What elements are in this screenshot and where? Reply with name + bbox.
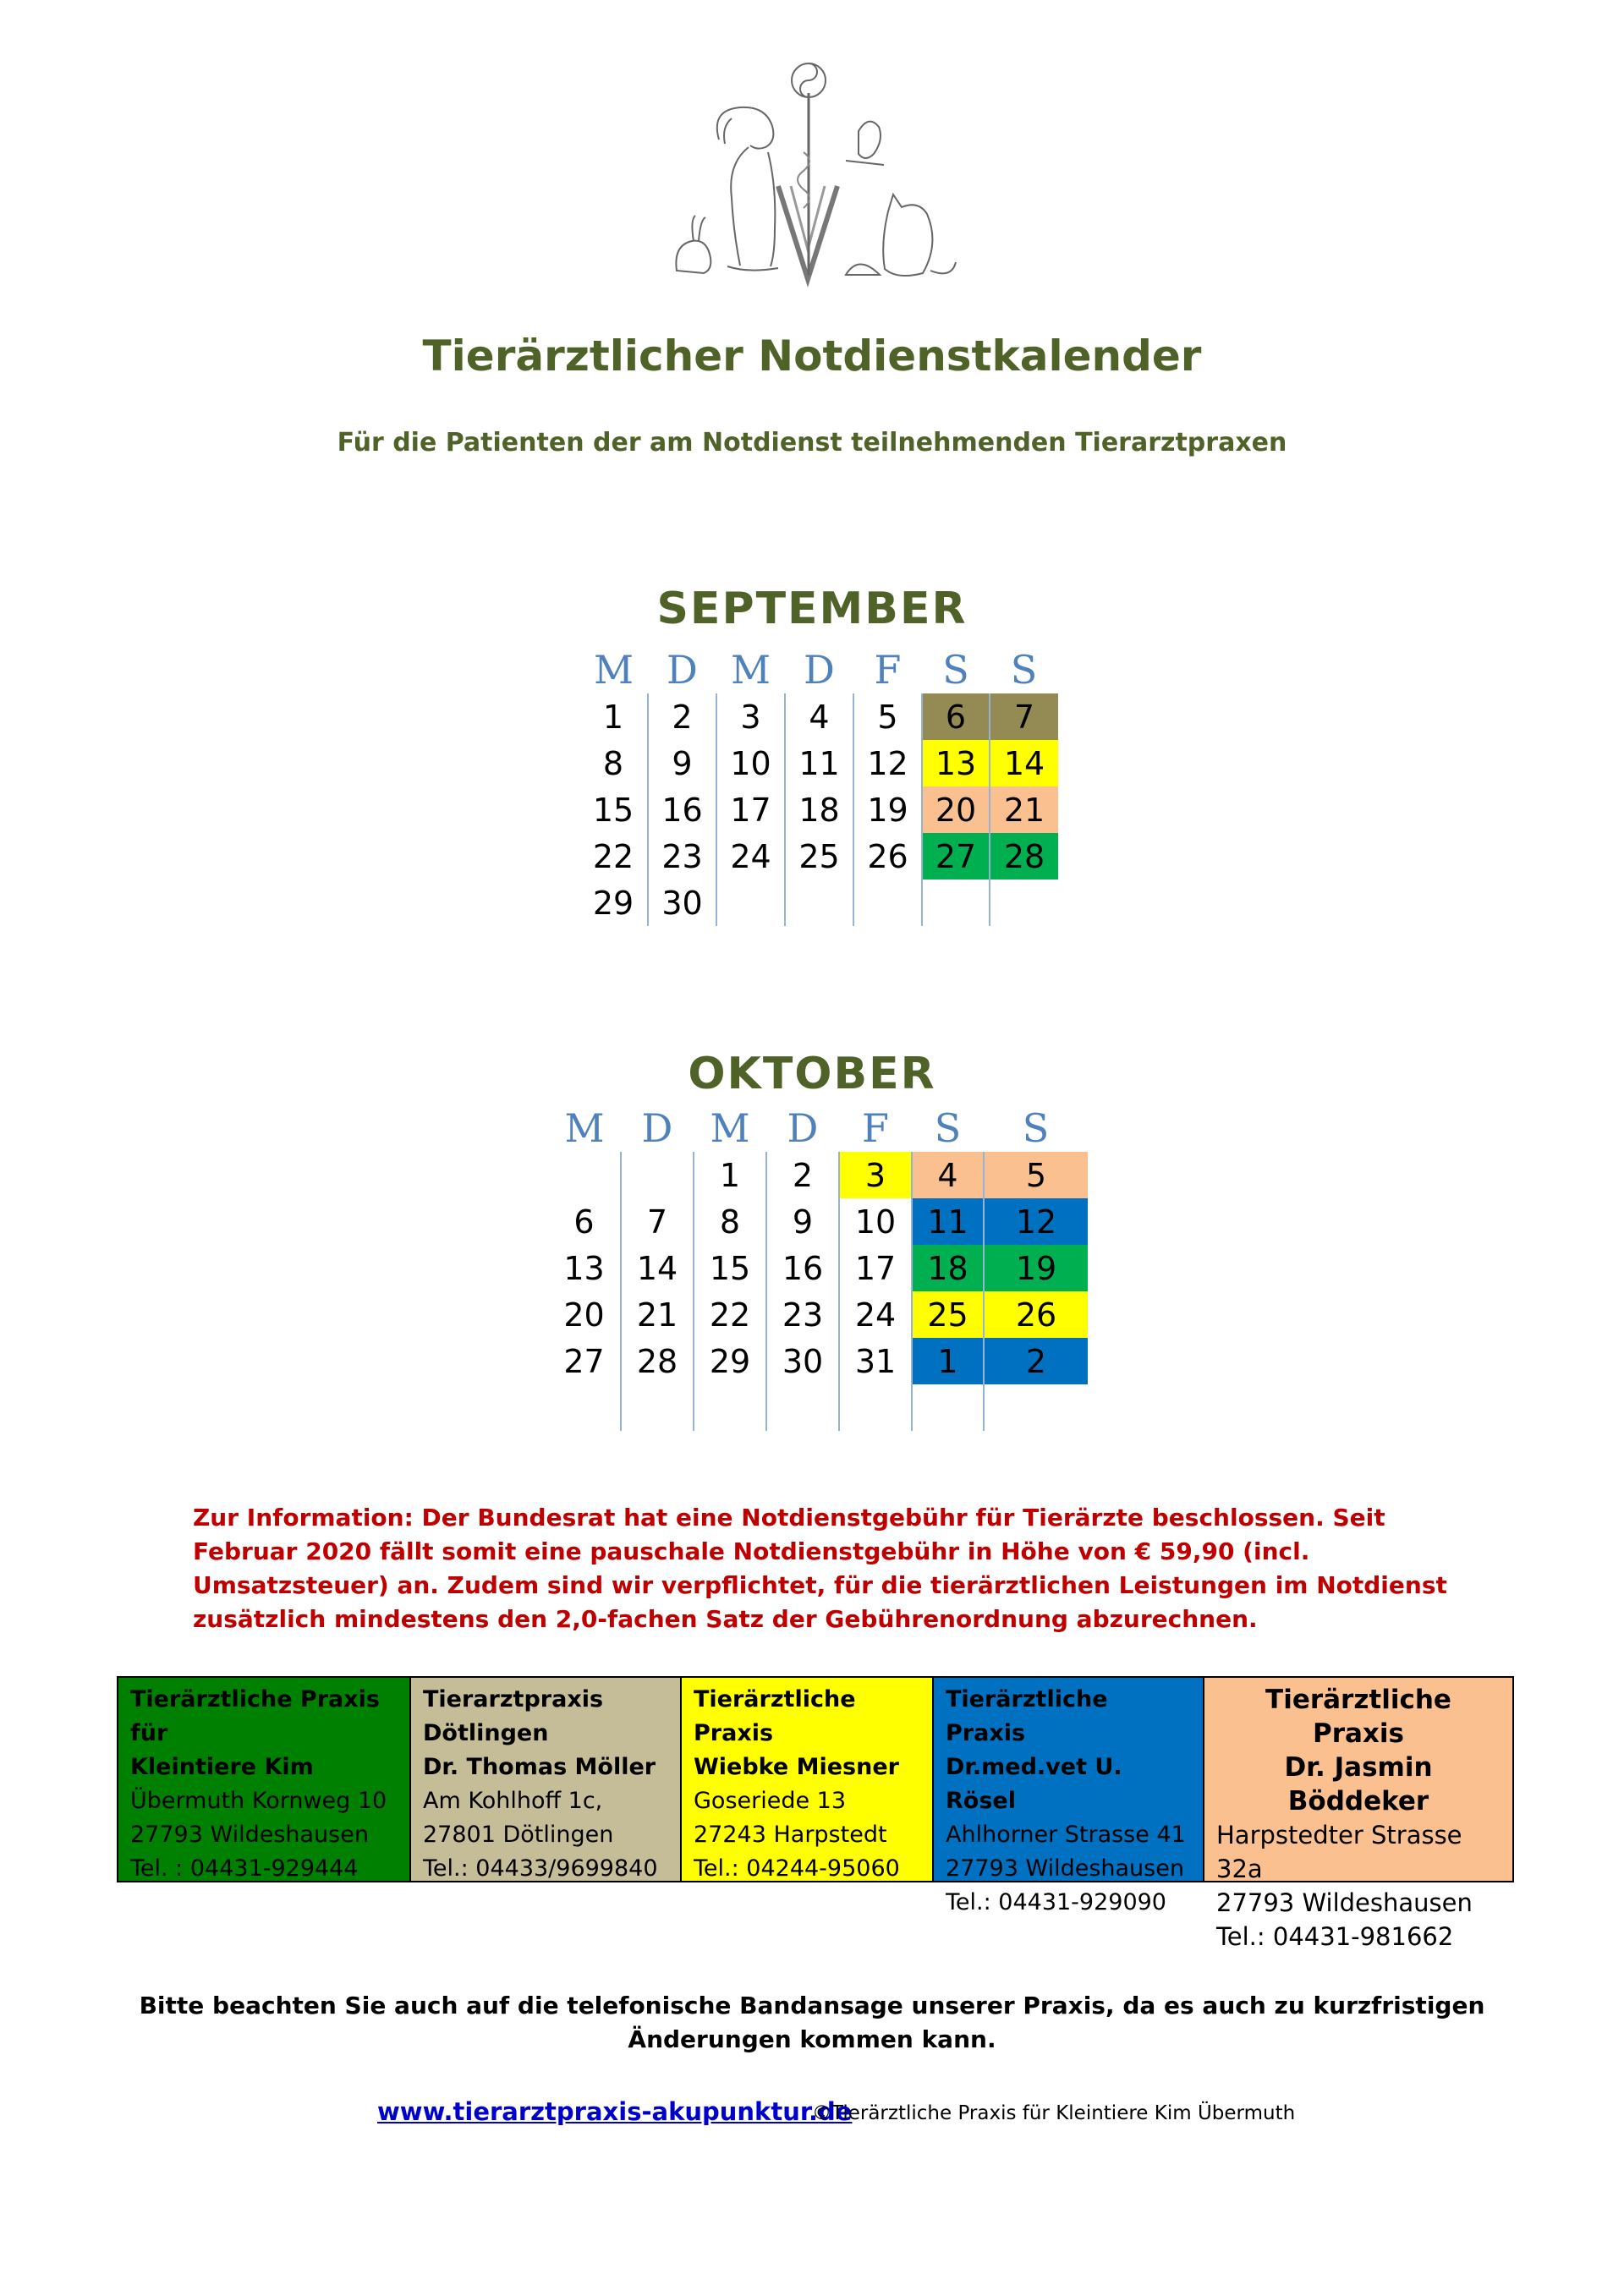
emergency-day-cell: 2: [984, 1338, 1088, 1384]
day-cell: 10: [839, 1198, 912, 1245]
emergency-day-cell: 6: [922, 693, 990, 740]
practice-card-boeddeker: [1203, 1678, 1512, 1951]
month-title-september: SEPTEMBER: [656, 584, 968, 634]
day-cell: 12: [853, 740, 922, 786]
calendar-week-row: [548, 1291, 1088, 1338]
practice-phone: Tel.: 04244-95060: [694, 1855, 900, 1882]
announcement-note: [0, 1989, 1624, 2057]
day-cell: 9: [648, 740, 716, 786]
emergency-day-cell: 4: [912, 1152, 984, 1198]
day-cell: 22: [592, 837, 634, 875]
day-cell: [839, 1384, 912, 1431]
practice-name-line2: Dr.med.vet U. Rösel: [946, 1754, 1122, 1814]
weekday-label: M: [564, 1105, 605, 1151]
emergency-day-cell: 5: [984, 1152, 1088, 1198]
emergency-day-cell: 27: [922, 833, 990, 879]
practice-doctor: Dr. Thomas Möller: [423, 1754, 656, 1780]
emergency-day-cell: 1: [912, 1338, 984, 1384]
emergency-day-cell: 12: [984, 1198, 1088, 1245]
practice-card-kim-uebermuth: [118, 1678, 409, 1881]
practice-name-line2: Dr. Jasmin Böddeker: [1284, 1752, 1433, 1817]
weekday-label: F: [874, 647, 902, 693]
day-cell: 16: [648, 786, 716, 833]
practice-name-line2: Dötlingen: [423, 1720, 549, 1746]
day-cell: 3: [716, 693, 785, 740]
practice-phone: Tel. : 04431-929444: [130, 1855, 359, 1882]
practice-address-street: Goseriede 13: [694, 1788, 847, 1814]
day-cell: 25: [785, 833, 853, 879]
day-cell: 14: [621, 1245, 694, 1291]
day-cell: 24: [839, 1291, 912, 1338]
practice-address-street: Am Kohlhoff 1c,: [423, 1788, 603, 1814]
practice-card-miesner: [680, 1678, 932, 1881]
practice-phone: Tel.: 04431-929090: [946, 1889, 1166, 1915]
practice-card-doetlingen: [409, 1678, 680, 1881]
emergency-day-cell: 7: [990, 693, 1058, 740]
weekday-label: F: [862, 1105, 889, 1151]
weekday-header-row: [579, 646, 1058, 693]
day-cell: 20: [563, 1296, 605, 1334]
day-cell: [853, 879, 922, 926]
practice-name-line1: Tierarztpraxis: [423, 1686, 604, 1712]
weekday-label: M: [710, 1105, 750, 1151]
day-cell: 21: [621, 1291, 694, 1338]
weekday-label: D: [641, 1105, 673, 1151]
website-link[interactable]: www.tierarztpraxis-akupunktur.de: [377, 2097, 853, 2126]
day-cell: [766, 1384, 839, 1431]
calendar-week-row: [548, 1384, 1088, 1431]
emergency-day-cell: 20: [922, 786, 990, 833]
calendar-september: [579, 646, 1058, 926]
day-cell: 9: [766, 1198, 839, 1245]
weekday-label: S: [1010, 647, 1038, 693]
calendar-week-row: [579, 879, 1058, 926]
emergency-day-cell: 28: [990, 833, 1058, 879]
weekday-label: D: [787, 1105, 819, 1151]
weekday-label: S: [942, 647, 969, 693]
emergency-day-cell: 13: [922, 740, 990, 786]
day-cell: 6: [573, 1203, 595, 1241]
day-cell: [694, 1384, 766, 1431]
emergency-day-cell: 25: [912, 1291, 984, 1338]
day-cell: 19: [853, 786, 922, 833]
day-cell: [785, 879, 853, 926]
month-title-oktober: OKTOBER: [688, 1049, 936, 1099]
day-cell: [990, 879, 1058, 926]
weekday-label: M: [730, 647, 771, 693]
calendar-week-row: [548, 1152, 1088, 1198]
practices-table: [117, 1676, 1514, 1951]
day-cell: 8: [602, 744, 624, 782]
note-line2: Änderungen kommen kann.: [628, 2025, 996, 2053]
day-cell: 2: [648, 693, 716, 740]
day-cell: 1: [694, 1152, 766, 1198]
calendar-week-row: [579, 833, 1058, 879]
practice-name-line2: Wiebke Miesner: [694, 1754, 899, 1780]
day-cell: 27: [563, 1342, 605, 1380]
day-cell: 23: [766, 1291, 839, 1338]
day-cell: 1: [602, 698, 624, 736]
page-subtitle: Für die Patienten der am Notdienst teilnehmenden Tierarztpraxen: [337, 428, 1287, 458]
weekday-label: D: [667, 647, 698, 693]
practice-address-street: Harpstedter Strasse 32a: [1216, 1821, 1462, 1883]
practice-phone: Tel.: 04431-981662: [1216, 1922, 1454, 1951]
day-cell: 16: [766, 1245, 839, 1291]
veterinary-logo: [668, 59, 973, 288]
emergency-day-cell: 14: [990, 740, 1058, 786]
day-cell: 2: [766, 1152, 839, 1198]
day-cell: [621, 1152, 694, 1198]
day-cell: 18: [785, 786, 853, 833]
day-cell: [912, 1384, 984, 1431]
day-cell: 31: [839, 1338, 912, 1384]
copyright-text: ©Tierärztliche Praxis für Kleintiere Kim Übermuth: [812, 2102, 1296, 2124]
weekday-label: M: [593, 647, 634, 693]
day-cell: [548, 1384, 621, 1431]
practice-name-line1: Tierärztliche Praxis für: [130, 1686, 380, 1746]
weekday-label: S: [934, 1105, 962, 1151]
practice-address-city: 27243 Harpstedt: [694, 1822, 887, 1848]
practice-phone: Tel.: 04433/9699840: [423, 1855, 658, 1882]
day-cell: 30: [766, 1338, 839, 1384]
calendar-week-row: [548, 1245, 1088, 1291]
day-cell: 29: [694, 1338, 766, 1384]
day-cell: 7: [621, 1198, 694, 1245]
day-cell: [984, 1384, 1088, 1431]
practice-address-city: 27793 Wildeshausen: [130, 1822, 369, 1848]
day-cell: 8: [694, 1198, 766, 1245]
emergency-day-cell: 21: [990, 786, 1058, 833]
emergency-day-cell: 18: [912, 1245, 984, 1291]
weekday-label: S: [1022, 1105, 1050, 1151]
practice-address-street: Übermuth Kornweg 10: [130, 1788, 387, 1814]
page-title: Tierärztlicher Notdienstkalender: [422, 332, 1202, 381]
weekday-header-row: [548, 1104, 1088, 1152]
emergency-day-cell: 11: [912, 1198, 984, 1245]
day-cell: 26: [853, 833, 922, 879]
day-cell: [548, 1152, 621, 1198]
day-cell: 29: [592, 884, 634, 922]
calendar-week-row: [548, 1338, 1088, 1384]
info-notice: Zur Information: Der Bundesrat hat eine Notdienstgebühr für Tierärzte beschlossen. Seit Februar 2020 fällt somit eine pauschale Notdienstgebühr in Höhe von € 59,90 (incl. Umsatzsteuer) an. Zudem sind wir verpflichtet, für die tierärztlichen Leistungen im Notdienst zusätzlich mindestens den 2,0-fachen Satz der Gebührenordnung abzurechnen.: [193, 1504, 1447, 1633]
practice-name-line1: Tierärztliche Praxis: [1265, 1685, 1451, 1749]
calendar-week-row: [579, 786, 1058, 833]
practice-name-line1: Tierärztliche Praxis: [946, 1686, 1108, 1746]
practice-address-city: 27793 Wildeshausen: [946, 1855, 1184, 1882]
day-cell: 30: [648, 879, 716, 926]
day-cell: [621, 1384, 694, 1431]
calendar-week-row: [579, 693, 1058, 740]
day-cell: 15: [694, 1245, 766, 1291]
practice-name-line2: Kleintiere Kim: [130, 1754, 314, 1780]
emergency-day-cell: 26: [984, 1291, 1088, 1338]
practice-address-street: Ahlhorner Strasse 41: [946, 1822, 1186, 1848]
practice-address-city: 27801 Dötlingen: [423, 1822, 614, 1848]
practice-name-line1: Tierärztliche Praxis: [694, 1686, 856, 1746]
emergency-day-cell: 19: [984, 1245, 1088, 1291]
day-cell: 28: [621, 1338, 694, 1384]
emergency-day-cell: 3: [839, 1152, 912, 1198]
practice-card-roesel: [932, 1678, 1203, 1915]
day-cell: 5: [853, 693, 922, 740]
calendar-oktober: [548, 1104, 1088, 1431]
day-cell: [922, 879, 990, 926]
day-cell: 10: [716, 740, 785, 786]
day-cell: 22: [694, 1291, 766, 1338]
day-cell: 4: [785, 693, 853, 740]
day-cell: [716, 879, 785, 926]
day-cell: 13: [563, 1249, 605, 1287]
day-cell: 17: [716, 786, 785, 833]
calendar-week-row: [548, 1198, 1088, 1245]
note-line1: Bitte beachten Sie auch auf die telefonische Bandansage unserer Praxis, da es auch zu kurzfristigen: [139, 1992, 1485, 2019]
weekday-label: D: [804, 647, 835, 693]
day-cell: 15: [592, 791, 634, 829]
day-cell: 23: [648, 833, 716, 879]
day-cell: 17: [839, 1245, 912, 1291]
practice-address-city: 27793 Wildeshausen: [1216, 1888, 1473, 1917]
calendar-week-row: [579, 740, 1058, 786]
day-cell: 11: [785, 740, 853, 786]
day-cell: 24: [716, 833, 785, 879]
